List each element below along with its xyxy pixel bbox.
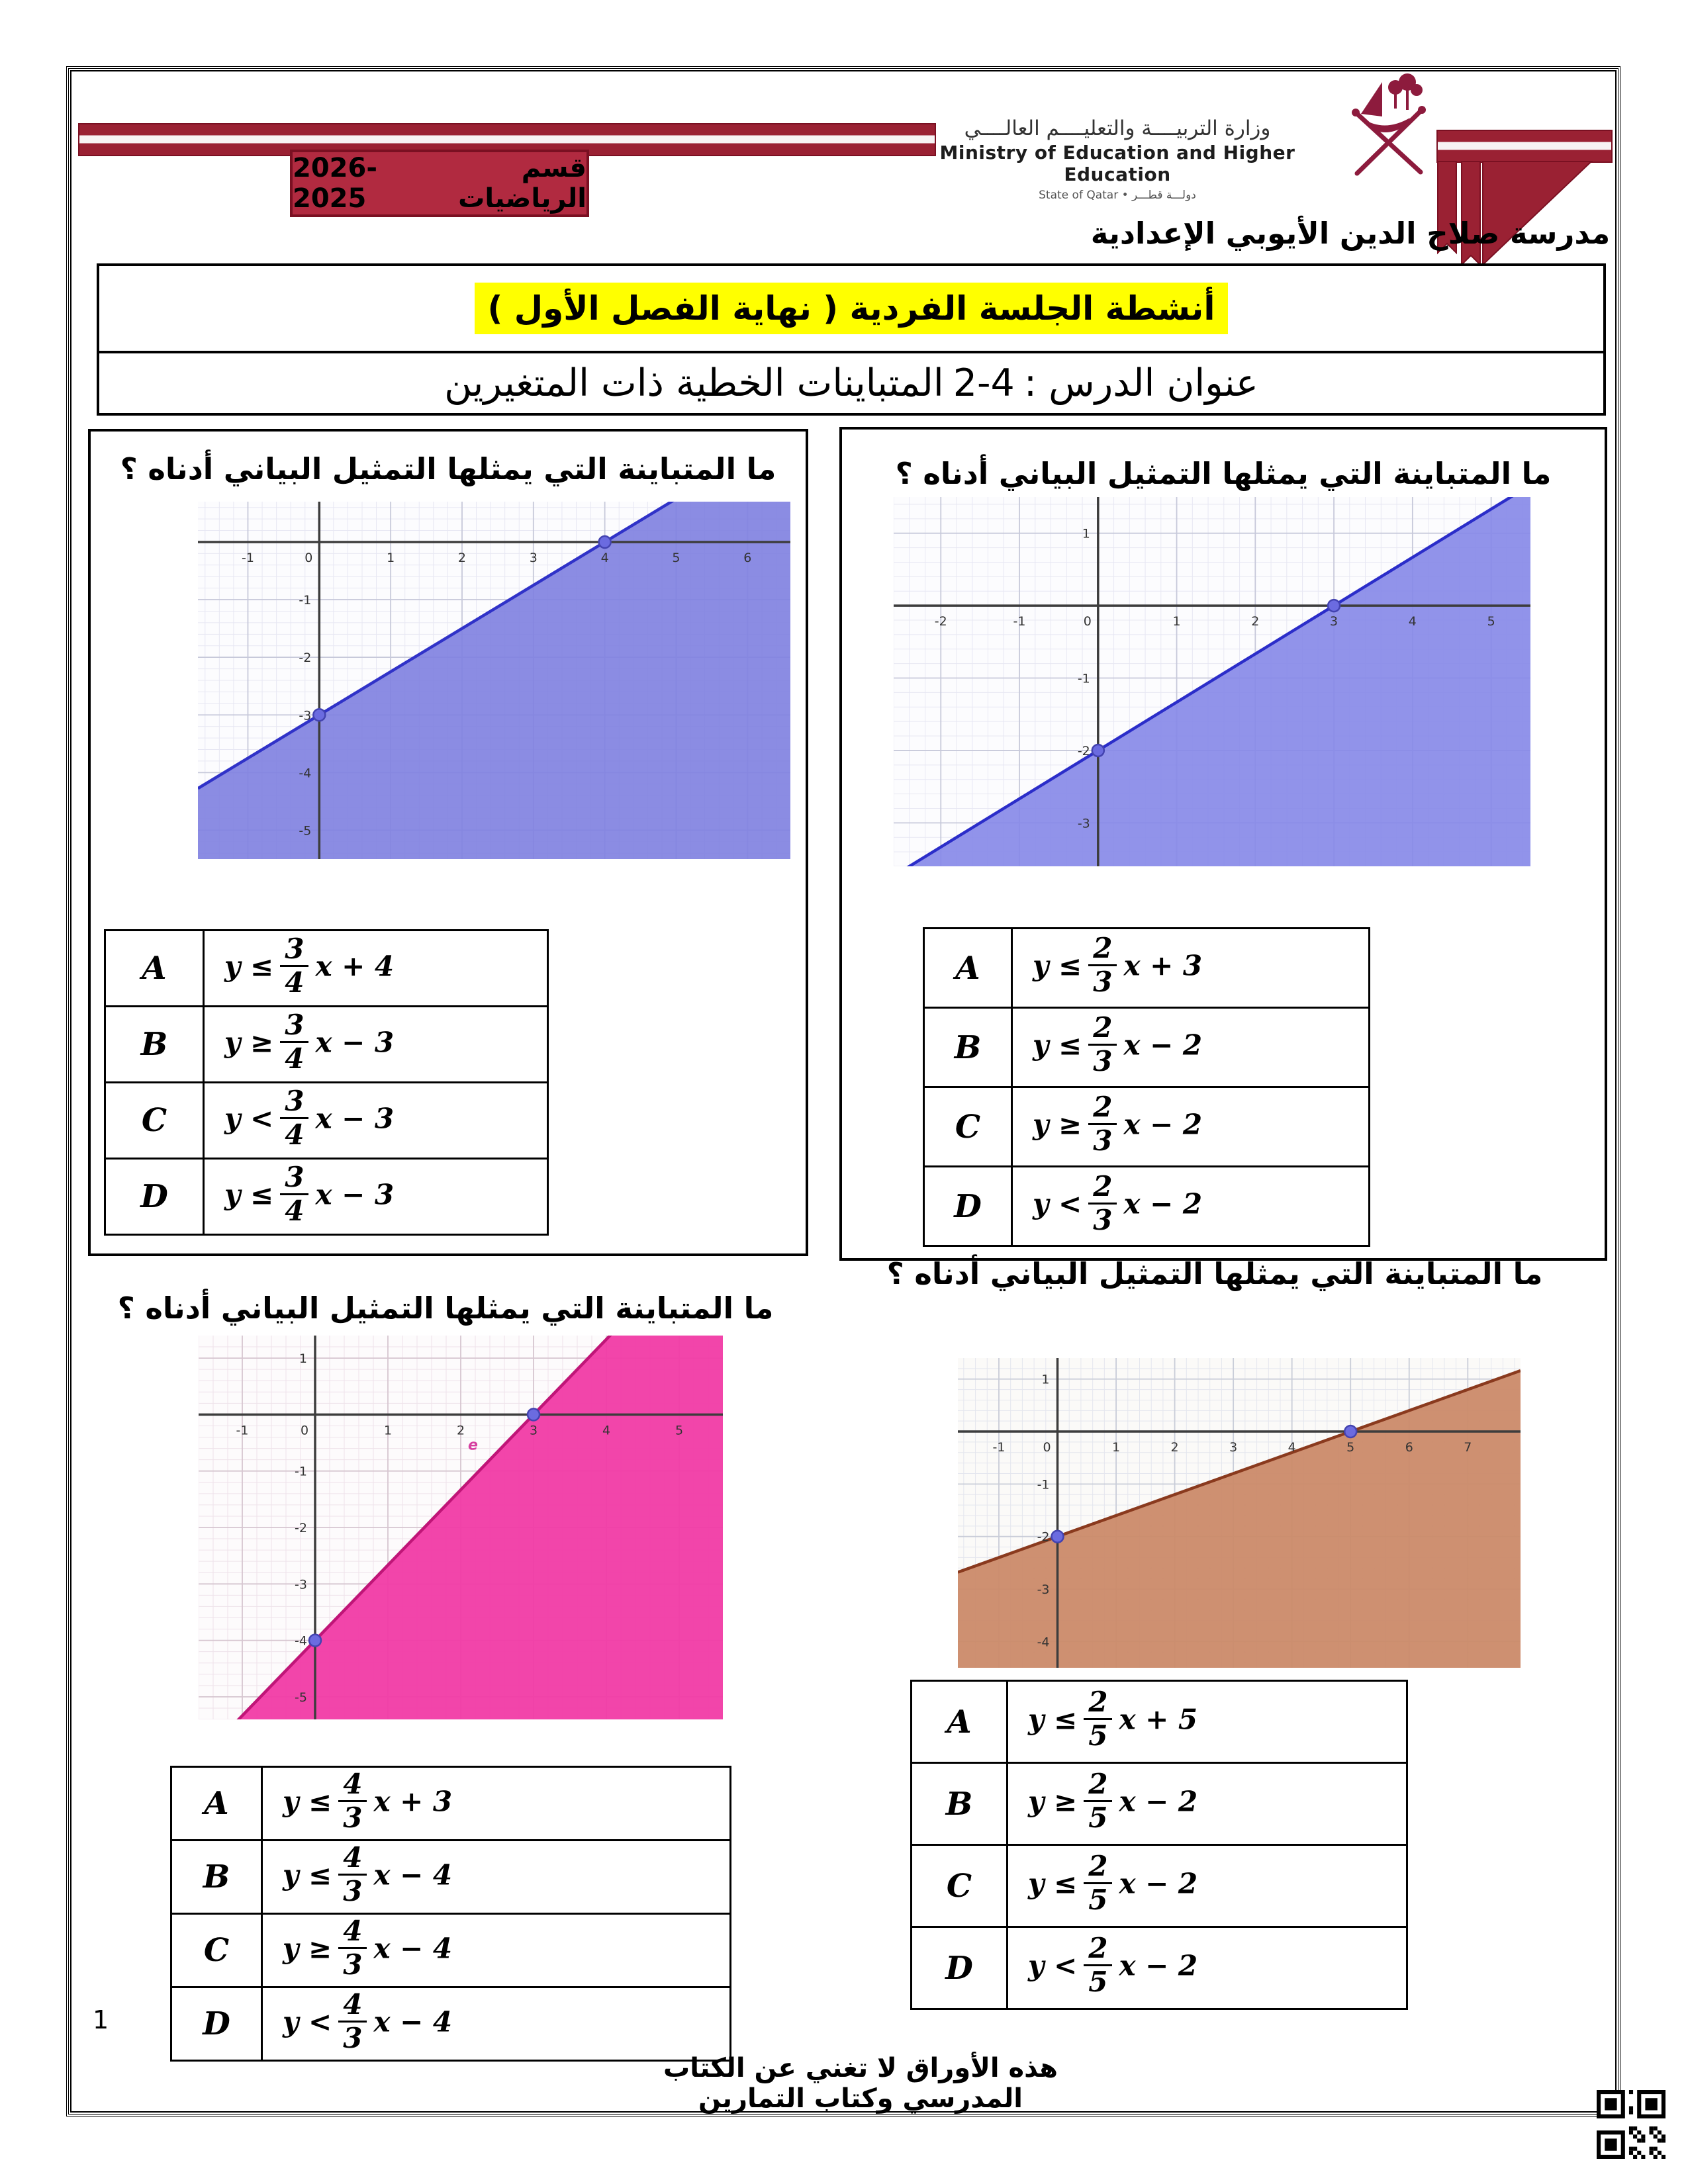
flag-stripe-right: [1436, 130, 1613, 163]
graph-q1: [198, 502, 790, 859]
option-formula: y ≤ $\frac{2}{5}$ x + 5: [1008, 1681, 1407, 1763]
option-letter: B: [171, 1841, 262, 1914]
ministry-name-english: Ministry of Education and Higher Education: [939, 142, 1295, 185]
svg-text:-3: -3: [1037, 1582, 1050, 1598]
svg-text:1: 1: [1112, 1440, 1121, 1455]
maroon-ribbon-decoration: [1435, 160, 1605, 267]
svg-text:-5: -5: [299, 823, 312, 839]
option-letter: D: [171, 1987, 262, 2061]
question-1-box: [88, 429, 808, 1256]
option-letter: B: [912, 1763, 1008, 1845]
svg-text:1: 1: [1172, 614, 1181, 629]
option-formula: y ≤ $\frac{3}{4}$ x − 3: [204, 1159, 548, 1235]
svg-text:5: 5: [675, 1423, 684, 1438]
title-table: [97, 263, 1606, 416]
answer-row: [105, 1159, 548, 1235]
answer-row: [171, 1914, 731, 1987]
answer-row: [912, 1927, 1407, 2009]
svg-text:1: 1: [1041, 1372, 1050, 1387]
option-formula: y ≥ $\frac{4}{3}$ x − 4: [262, 1914, 731, 1987]
answer-row: [924, 1008, 1370, 1087]
answer-table-q3: [170, 1766, 731, 2062]
option-formula: y ≤ $\frac{3}{4}$ x + 4: [204, 931, 548, 1007]
svg-text:4: 4: [1408, 614, 1417, 629]
graph-q2: [894, 497, 1530, 866]
svg-text:-1: -1: [236, 1423, 249, 1438]
option-formula: y ≥ $\frac{3}{4}$ x − 3: [204, 1007, 548, 1083]
ministry-name-arabic: وزارة التربيــــة والتعليــــم العالــــي: [964, 116, 1271, 140]
svg-text:2: 2: [1251, 614, 1260, 629]
graph-q4: [958, 1358, 1521, 1668]
school-name: مدرسة صلاح الدين الأيوبي الإعدادية: [1090, 216, 1611, 251]
svg-text:3: 3: [1229, 1440, 1238, 1455]
lesson-number: 2-4: [953, 361, 1015, 405]
answer-table-q4: [910, 1680, 1408, 2010]
svg-text:-3: -3: [295, 1577, 307, 1592]
question-3-heading: ما المتباينة التي يمثلها التمثيل البياني أدناه ؟: [117, 1291, 774, 1326]
svg-text:-2: -2: [1077, 743, 1090, 758]
option-formula: y < $\frac{4}{3}$ x − 4: [262, 1987, 731, 2061]
svg-text:4: 4: [600, 550, 609, 565]
svg-text:e: e: [468, 1437, 478, 1454]
department-year-box: [290, 150, 589, 217]
svg-text:7: 7: [1464, 1440, 1472, 1455]
option-formula: y ≤ $\frac{2}{5}$ x − 2: [1008, 1845, 1407, 1927]
answer-row: [912, 1763, 1407, 1845]
svg-text:3: 3: [529, 1423, 538, 1438]
svg-text:5: 5: [1346, 1440, 1355, 1455]
svg-text:-4: -4: [1037, 1635, 1050, 1650]
svg-text:5: 5: [672, 550, 680, 565]
svg-text:5: 5: [1487, 614, 1495, 629]
option-letter: C: [171, 1914, 262, 1987]
option-letter: C: [912, 1845, 1008, 1927]
svg-text:-1: -1: [242, 550, 254, 565]
activity-title-row: [99, 266, 1603, 353]
svg-text:3: 3: [1330, 614, 1338, 629]
question-4-heading: ما المتباينة التي يمثلها التمثيل البياني أدناه ؟: [886, 1256, 1543, 1291]
svg-text:4: 4: [1288, 1440, 1296, 1455]
option-letter: A: [171, 1767, 262, 1841]
activity-title-highlighted: أنشطة الجلسة الفردية ( نهاية الفصل الأول ): [475, 283, 1229, 334]
svg-text:-3: -3: [1077, 816, 1090, 831]
qr-code: [1597, 2090, 1665, 2159]
option-letter: B: [924, 1008, 1012, 1087]
option-formula: y ≤ $\frac{2}{3}$ x + 3: [1012, 929, 1370, 1008]
svg-text:-4: -4: [295, 1633, 307, 1649]
dot-separator: •: [1121, 189, 1129, 202]
lesson-title-row: [99, 353, 1603, 413]
svg-text:-1: -1: [1077, 671, 1090, 686]
svg-text:-2: -2: [299, 651, 312, 666]
answer-row: [105, 931, 548, 1007]
option-formula: y < $\frac{3}{4}$ x − 3: [204, 1083, 548, 1159]
option-letter: D: [912, 1927, 1008, 2009]
option-letter: D: [105, 1159, 204, 1235]
question-2-heading: ما المتباينة التي يمثلها التمثيل البياني أدناه ؟: [895, 456, 1552, 491]
svg-text:1: 1: [299, 1351, 307, 1367]
ministry-block: [932, 116, 1303, 202]
svg-text:-3: -3: [299, 708, 312, 723]
option-formula: y ≥ $\frac{2}{3}$ x − 2: [1012, 1087, 1370, 1167]
svg-text:-1: -1: [1037, 1477, 1050, 1492]
page-number: 1: [93, 2005, 109, 2034]
lesson-title-prefix: عنوان الدرس :: [1023, 361, 1258, 405]
footer-note: هذه الأوراق لا تغني عن الكتاب المدرسي وكتاب التمارين: [663, 2053, 1058, 2114]
svg-text:6: 6: [743, 550, 752, 565]
svg-text:0: 0: [305, 550, 313, 565]
svg-text:6: 6: [1405, 1440, 1413, 1455]
svg-text:2: 2: [1170, 1440, 1179, 1455]
answer-row: [171, 1767, 731, 1841]
svg-text:-4: -4: [299, 766, 312, 781]
option-formula: y ≤ $\frac{4}{3}$ x + 3: [262, 1767, 731, 1841]
svg-text:-2: -2: [1037, 1529, 1050, 1545]
state-of-qatar-line: State of Qatar • دولـــة قطـــر: [1039, 189, 1196, 202]
svg-text:4: 4: [602, 1423, 611, 1438]
option-formula: y < $\frac{2}{5}$ x − 2: [1008, 1927, 1407, 2009]
answer-table-q1: [104, 929, 549, 1236]
svg-text:0: 0: [1083, 614, 1092, 629]
svg-text:2: 2: [456, 1423, 465, 1438]
answer-row: [912, 1845, 1407, 1927]
option-formula: y < $\frac{2}{3}$ x − 2: [1012, 1167, 1370, 1246]
option-formula: y ≥ $\frac{2}{5}$ x − 2: [1008, 1763, 1407, 1845]
department-label: قسم الرياضيات: [458, 153, 586, 214]
svg-text:1: 1: [387, 550, 395, 565]
question-2-box: [839, 427, 1607, 1261]
question-1-heading: ما المتباينة التي يمثلها التمثيل البياني أدناه ؟: [120, 451, 776, 486]
svg-text:-1: -1: [295, 1464, 307, 1479]
answer-table-q2: [923, 927, 1370, 1247]
option-letter: B: [105, 1007, 204, 1083]
lesson-title-text: المتباينات الخطية ذات المتغيرين: [444, 361, 944, 405]
option-letter: D: [924, 1167, 1012, 1246]
option-letter: A: [105, 931, 204, 1007]
svg-text:1: 1: [383, 1423, 393, 1438]
svg-text:-1: -1: [299, 593, 312, 608]
svg-text:0: 0: [1043, 1440, 1051, 1455]
svg-text:-1: -1: [992, 1440, 1006, 1455]
answer-row: [171, 1841, 731, 1914]
svg-text:2: 2: [457, 550, 467, 565]
answer-row: [924, 1087, 1370, 1167]
option-letter: A: [912, 1681, 1008, 1763]
option-letter: C: [105, 1083, 204, 1159]
svg-text:-2: -2: [934, 614, 947, 629]
answer-row: [171, 1987, 731, 2061]
answer-row: [912, 1681, 1407, 1763]
svg-text:-5: -5: [295, 1690, 307, 1705]
svg-text:-1: -1: [1013, 614, 1026, 629]
option-formula: y ≤ $\frac{2}{3}$ x − 2: [1012, 1008, 1370, 1087]
graph-q3: [199, 1336, 723, 1719]
school-year: 2026-2025: [293, 153, 377, 214]
svg-text:3: 3: [529, 550, 538, 565]
answer-row: [924, 1167, 1370, 1246]
option-letter: A: [924, 929, 1012, 1008]
svg-text:1: 1: [1082, 526, 1090, 541]
answer-row: [105, 1083, 548, 1159]
svg-text:0: 0: [300, 1423, 309, 1438]
answer-row: [105, 1007, 548, 1083]
qatar-emblem-logo: [1350, 71, 1431, 185]
svg-text:-2: -2: [295, 1521, 307, 1535]
option-formula: y ≤ $\frac{4}{3}$ x − 4: [262, 1841, 731, 1914]
option-letter: C: [924, 1087, 1012, 1167]
answer-row: [924, 929, 1370, 1008]
